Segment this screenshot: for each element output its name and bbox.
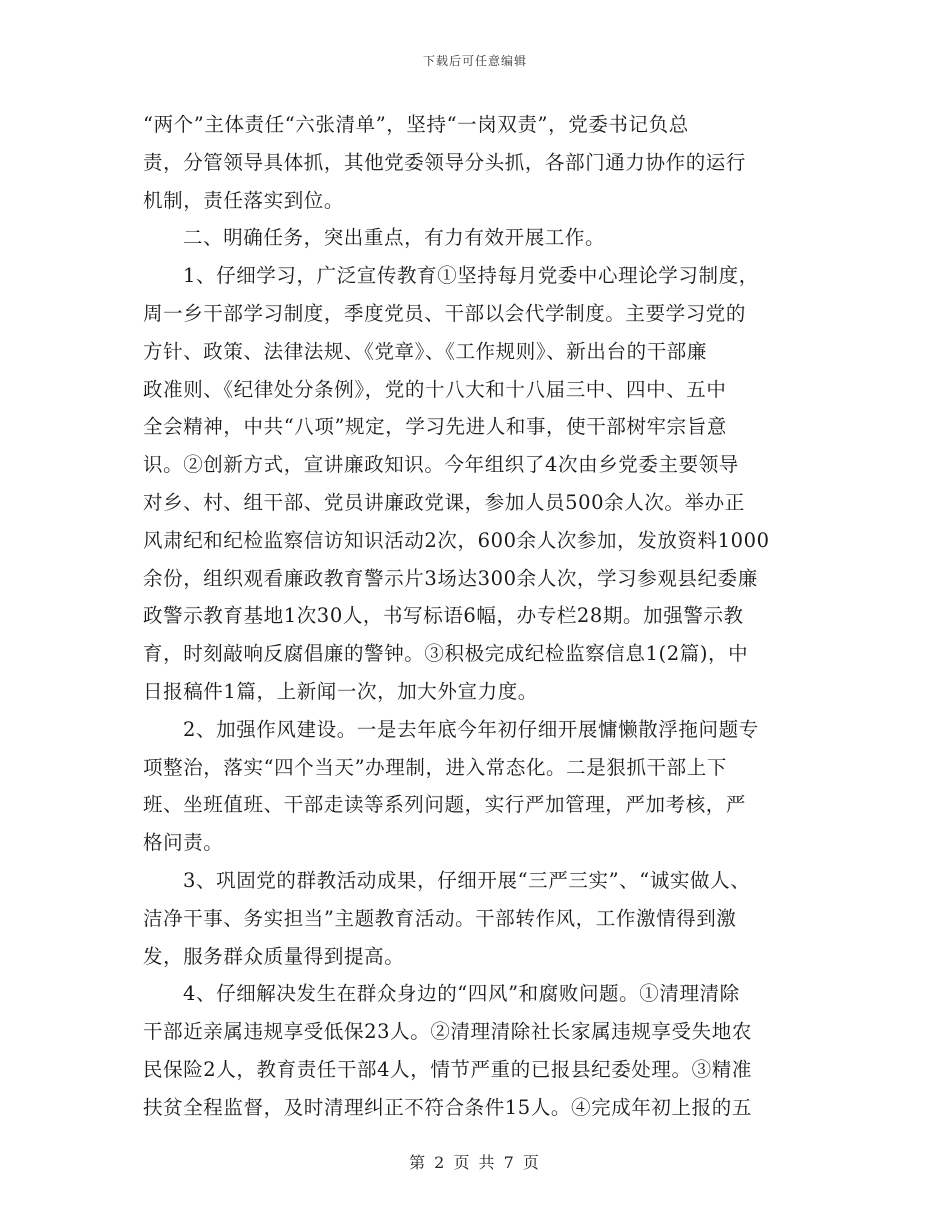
text-line: 民保险2人，教育责任干部4人，情节严重的已报县纪委处理。③精准	[143, 1057, 752, 1081]
text-line: 发，服务群众质量得到提高。	[143, 944, 405, 968]
paragraph-item-3	[143, 862, 833, 975]
text-line: 风肃纪和纪检监察信访知识活动2次，600余人次参加，发放资料1000	[143, 528, 770, 552]
text-line: 4、仔细解决发生在群众身边的“四风”和腐败问题。①清理清除	[183, 982, 740, 1006]
text-line: 对乡、村、组干部、党员讲廉政党课，参加人员500余人次。举办正	[143, 490, 745, 514]
text-line: 扶贫全程监督，及时清理纠正不符合条件15人。④完成年初上报的五	[143, 1095, 752, 1119]
text-line: 育，时刻敲响反腐倡廉的警钟。③积极完成纪检监察信息1(2篇)，中	[143, 642, 749, 666]
text-line: 政警示教育基地1次30人，书写标语6幅，办专栏28期。加强警示教	[143, 604, 744, 628]
page-header: 下载后可任意编辑	[422, 54, 527, 68]
text-line: 干部近亲属违规享受低保23人。②清理清除社长家属违规享受失地农	[143, 1020, 752, 1044]
paragraph-responsibility-mechanism	[143, 106, 833, 219]
text-line: 3、巩固党的群教活动成果，仔细开展“三严三实”、“诚实做人、	[183, 868, 751, 892]
document-body	[143, 106, 833, 1127]
text-line: 机制，责任落实到位。	[143, 188, 345, 212]
paragraph-item-4	[143, 975, 833, 1126]
text-line: 二、明确任务，突出重点，有力有效开展工作。	[183, 226, 606, 250]
text-line: 项整治，落实“四个当天”办理制，进入常态化。二是狠抓干部上下	[143, 755, 727, 779]
text-line: 余份，组织观看廉政教育警示片3场达300余人次，学习参观县纪委廉	[143, 566, 758, 590]
text-line: 日报稿件1篇，上新闻一次，加大外宣力度。	[143, 679, 538, 703]
text-line: 方针、政策、法律法规、《党章》、《工作规则》、新出台的干部廉	[143, 339, 708, 363]
section-heading-2	[143, 219, 833, 257]
text-line: 识。②创新方式，宣讲廉政知识。今年组织了4次由乡党委主要领导	[143, 453, 739, 477]
text-line: 周一乡干部学习制度，季度党员、干部以会代学制度。主要学习党的	[143, 301, 747, 325]
paragraph-item-2	[143, 711, 833, 862]
text-line: 政准则、《纪律处分条例》，党的十八大和十八届三中、四中、五中	[143, 377, 727, 401]
text-line: 全会精神，中共“八项”规定，学习先进人和事，使干部树牢宗旨意	[143, 415, 727, 439]
text-line: 格问责。	[143, 831, 224, 855]
text-line: 1、仔细学习，广泛宣传教育①坚持每月党委中心理论学习制度，	[183, 264, 759, 288]
page-number-footer: 第 2 页 共 7 页	[409, 1153, 541, 1172]
paragraph-item-1	[143, 257, 833, 711]
text-line: 2、加强作风建设。一是去年底今年初仔细开展慵懒散浮拖问题专	[183, 717, 759, 741]
text-line: 洁净干事、务实担当”主题教育活动。干部转作风，工作激情得到激	[143, 906, 737, 930]
text-line: “两个”主体责任“六张清单”，坚持“一岗双责”，党委书记负总	[143, 113, 689, 136]
text-line: 班、坐班值班、干部走读等系列问题，实行严加管理，严加考核，严	[143, 793, 747, 817]
text-line: 责，分管领导具体抓，其他党委领导分头抓，各部门通力协作的运行	[143, 150, 747, 174]
